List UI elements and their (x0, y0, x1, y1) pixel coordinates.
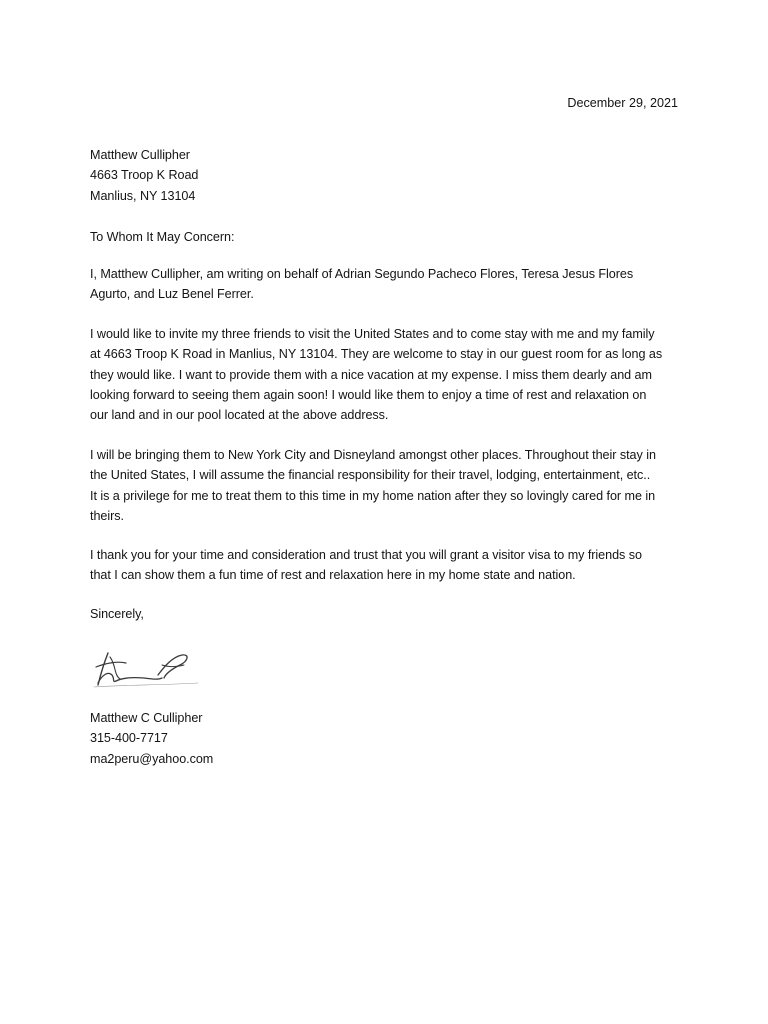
paragraph-line: I, Matthew Cullipher, am writing on behalf of Adrian Segundo Pacheco Flores, Teresa Jesus Flores (90, 267, 634, 281)
paragraph-line: looking forward to seeing them again soon! I would like them to enjoy a time of rest and relaxation on (90, 387, 647, 402)
body-paragraph (90, 324, 686, 425)
body-paragraph (90, 445, 686, 526)
paragraph-line: our land and in our pool located at the above address. (90, 408, 389, 423)
paragraph-line: Agurto, and Luz Benel Ferrer. (90, 287, 254, 302)
salutation-text: To Whom It May Concern: (90, 230, 235, 244)
body-paragraph (90, 264, 686, 305)
paragraph-line: I thank you for your time and consideration and trust that you will grant a visitor visa to my friends so (90, 548, 642, 562)
paragraph-line: I would like to invite my three friends to visit the United States and to come stay with me and my family (90, 327, 655, 341)
signer-email: ma2peru@yahoo.com (90, 751, 214, 766)
sender-address (90, 145, 686, 206)
signer-phone: 315-400-7717 (90, 731, 168, 746)
sender-city-state-zip: Manlius, NY 13104 (90, 188, 196, 203)
paragraph-line: theirs. (90, 508, 124, 523)
body-paragraph (90, 545, 686, 586)
paragraph-line: It is a privilege for me to treat them to this time in my home nation after they so lovingly cared for me in (90, 488, 656, 503)
paragraph-line: that I can show them a fun time of rest and relaxation here in my home state and nation. (90, 568, 576, 583)
signer-block (90, 708, 686, 769)
paragraph-line: at 4663 Troop K Road in Manlius, NY 13104. They are welcome to stay in our guest room for as long as (90, 347, 663, 362)
signer-name: Matthew C Cullipher (90, 711, 203, 725)
closing (90, 604, 686, 624)
paragraph-line: the United States, I will assume the financial responsibility for their travel, lodging, entertainment, etc.. (90, 468, 651, 483)
letter-date: December 29, 2021 (567, 96, 678, 110)
closing-text: Sincerely, (90, 607, 144, 621)
paragraph-line: I will be bringing them to New York City and Disneyland amongst other places. Throughout their stay in (90, 448, 656, 462)
salutation (90, 227, 686, 247)
sender-name: Matthew Cullipher (90, 148, 190, 162)
paragraph-line: they would like. I want to provide them with a nice vacation at my expense. I miss them dearly and am (90, 367, 652, 382)
sender-street: 4663 Troop K Road (90, 168, 199, 183)
handwritten-signature (92, 645, 202, 690)
